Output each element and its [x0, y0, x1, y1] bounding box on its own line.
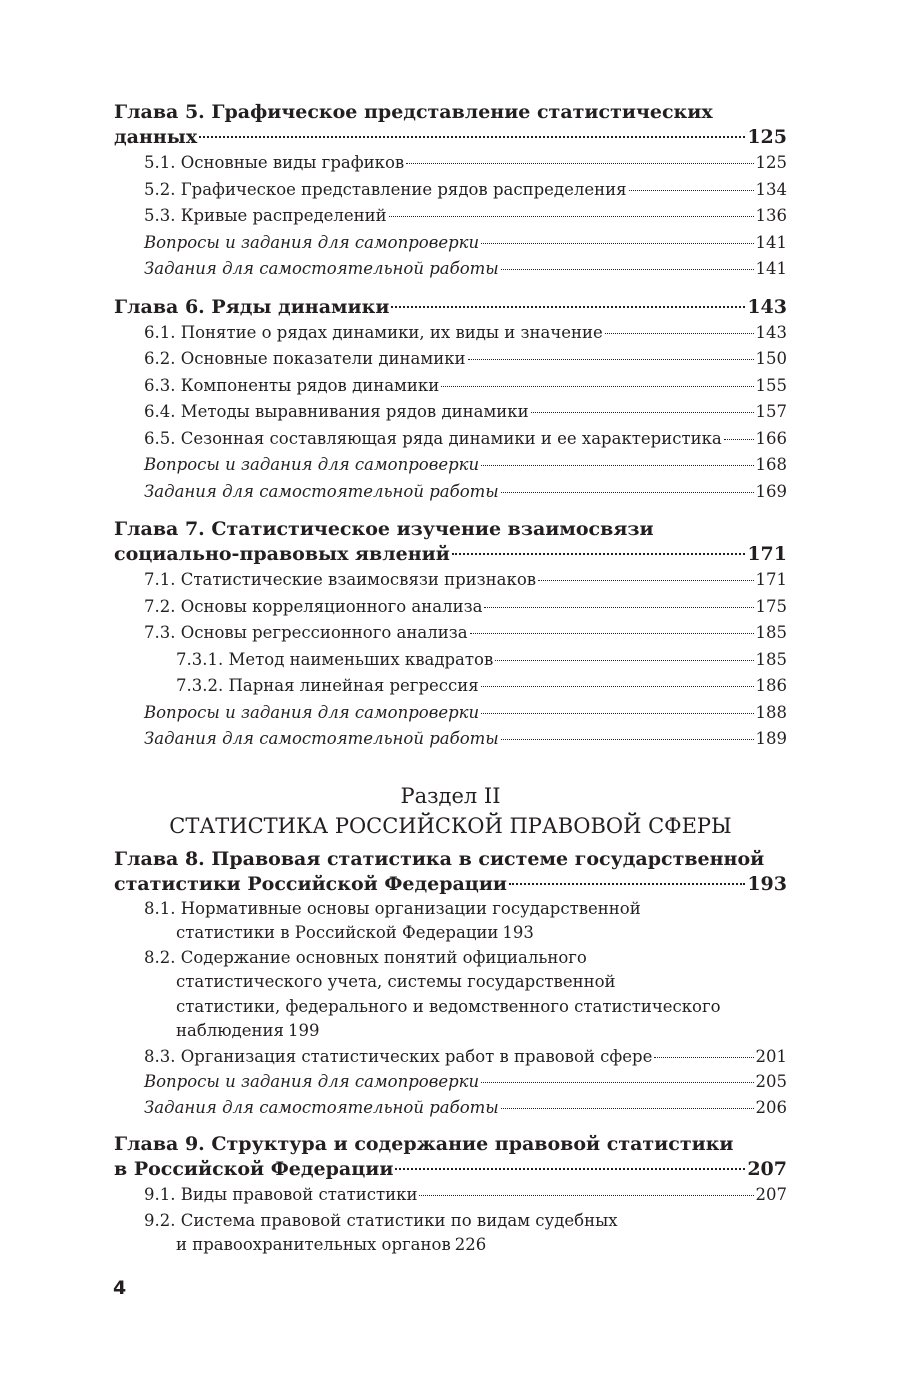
- toc-entry: [114, 230, 787, 257]
- leader-dots: [501, 492, 754, 493]
- entry-title: 6.1. Понятие о рядах динамики, их виды и значение: [144, 322, 603, 342]
- entry-page-number: 186: [755, 676, 787, 695]
- chapter-title-line: Глава 5. Графическое представление статистических: [114, 101, 713, 123]
- leader-dots: [481, 465, 753, 466]
- entry-page-number: 188: [755, 702, 787, 722]
- entry-title: 5.2. Графическое представление рядов распределения: [144, 179, 627, 199]
- toc-entry: [114, 177, 787, 204]
- leader-dots: [441, 386, 753, 387]
- leader-dots: [481, 686, 754, 687]
- entry-title: Задания для самостоятельной работы: [144, 259, 499, 278]
- toc-subentry: [114, 647, 787, 674]
- chapter-title-text: данных: [114, 126, 198, 148]
- section-heading: [114, 781, 787, 841]
- entry-title: 7.3. Основы регрессионного анализа: [144, 623, 468, 642]
- leader-dots: [538, 580, 753, 581]
- entry-page-number: 193: [502, 923, 534, 942]
- entry-title-line: 8.1. Нормативные основы организации государственной: [144, 898, 641, 918]
- entry-page-number: 150: [755, 349, 787, 368]
- leader-dots: [481, 713, 753, 714]
- entry-title: Вопросы и задания для самопроверки: [144, 455, 480, 474]
- entry-title: 5.1. Основные виды графиков: [144, 153, 405, 172]
- entry-title: статистики в Российской Федерации: [176, 923, 499, 942]
- entry-title: 9.1. Виды правовой статистики: [144, 1185, 418, 1204]
- entry-title-line: статистического учета, системы государственной: [176, 972, 616, 991]
- chapter-page-number: 125: [747, 126, 787, 148]
- entry-last-row: [144, 921, 787, 946]
- toc-entry: [114, 700, 787, 727]
- entry-title: 7.3.1. Метод наименьших квадратов: [176, 649, 494, 669]
- entry-title: 6.4. Методы выравнивания рядов динамики: [144, 402, 529, 421]
- toc-entry: [114, 452, 787, 479]
- entry-title: и правоохранительных органов: [176, 1235, 451, 1254]
- leader-dots: [391, 306, 745, 308]
- toc-entry: [114, 426, 787, 453]
- entry-page-number: 168: [755, 455, 787, 474]
- entry-page-number: 166: [755, 428, 787, 448]
- entry-page-number: 155: [755, 375, 787, 395]
- toc-entry: [114, 256, 787, 283]
- entry-page-number: 185: [755, 623, 787, 642]
- chapter-title-row: [114, 295, 787, 320]
- entry-title: Задания для самостоятельной работы: [144, 1097, 499, 1117]
- leader-dots: [406, 163, 753, 164]
- entry-last-row: [144, 1233, 787, 1258]
- entry-page-number: 125: [755, 153, 787, 172]
- entry-page-number: 201: [755, 1046, 787, 1066]
- toc-entry: [114, 150, 787, 177]
- chapter-page-number: 207: [747, 1158, 787, 1180]
- chapter-5-heading: [114, 100, 787, 150]
- entry-title: Задания для самостоятельной работы: [144, 729, 499, 748]
- leader-dots: [501, 739, 754, 740]
- entry-title: 7.1. Статистические взаимосвязи признаков: [144, 570, 537, 589]
- leader-dots: [199, 136, 745, 138]
- leader-dots: [495, 660, 753, 661]
- toc-entry: [114, 346, 787, 373]
- leader-dots: [389, 216, 754, 217]
- leader-dots: [724, 439, 754, 440]
- entry-title: Задания для самостоятельной работы: [144, 481, 499, 501]
- page-number: 4: [113, 1277, 127, 1299]
- leader-dots: [419, 1195, 753, 1196]
- entry-page-number: 189: [755, 729, 787, 748]
- leader-dots: [452, 553, 746, 555]
- entry-page-number: 134: [755, 179, 787, 199]
- entry-title: 6.2. Основные показатели динамики: [144, 349, 466, 368]
- chapter-page-number: 171: [747, 543, 787, 565]
- chapter-title-line: Глава 9. Структура и содержание правовой статистики: [114, 1133, 734, 1155]
- chapter-title-text: в Российской Федерации: [114, 1158, 394, 1180]
- chapter-title-text: Глава 6. Ряды динамики: [114, 295, 390, 318]
- entry-title: 8.3. Организация статистических работ в правовой сфере: [144, 1046, 653, 1066]
- entry-page-number: 175: [755, 596, 787, 616]
- leader-dots: [468, 359, 754, 360]
- toc-subentry: [114, 673, 787, 700]
- toc-entry: [114, 399, 787, 426]
- leader-dots: [481, 1082, 753, 1083]
- toc-entry: [114, 1044, 787, 1070]
- chapter-title-row: [114, 542, 787, 567]
- leader-dots: [629, 190, 754, 191]
- toc-entry: [114, 594, 787, 621]
- chapter-7-heading: [114, 517, 787, 567]
- entry-title-line: статистики, федерального и ведомственного статистического: [176, 996, 721, 1016]
- toc-entry: [114, 1069, 787, 1095]
- entry-title: 5.3. Кривые распределений: [144, 206, 387, 225]
- entry-title: Вопросы и задания для самопроверки: [144, 232, 480, 252]
- entry-title: Вопросы и задания для самопроверки: [144, 702, 480, 722]
- toc-entry: [114, 320, 787, 347]
- entry-page-number: 136: [755, 206, 787, 225]
- entry-page-number: 157: [755, 402, 787, 421]
- entry-title: Вопросы и задания для самопроверки: [144, 1072, 480, 1091]
- toc-entry: [114, 946, 787, 1044]
- entry-title: 7.3.2. Парная линейная регрессия: [176, 676, 479, 695]
- entry-title: наблюдения: [176, 1021, 284, 1040]
- toc-entry: [114, 479, 787, 506]
- entry-page-number: 141: [755, 259, 787, 278]
- entry-page-number: 207: [755, 1185, 787, 1204]
- toc-entry: [114, 620, 787, 647]
- leader-dots: [501, 1108, 754, 1109]
- leader-dots: [605, 333, 754, 334]
- entry-page-number: 199: [287, 1021, 320, 1040]
- entry-title-line: 8.2. Содержание основных понятий официального: [144, 947, 587, 967]
- entry-page-number: 141: [755, 232, 787, 252]
- toc-entry: [114, 726, 787, 753]
- leader-dots: [654, 1057, 753, 1058]
- toc-entry: [114, 1095, 787, 1121]
- section-title: СТАТИСТИКА РОССИЙСКОЙ ПРАВОВОЙ СФЕРЫ: [169, 813, 732, 838]
- leader-dots: [484, 607, 753, 608]
- toc-entry: [114, 1182, 787, 1209]
- chapter-8-heading: [114, 847, 787, 897]
- chapter-title-line: Глава 7. Статистическое изучение взаимосвязи: [114, 518, 654, 540]
- table-of-contents: [114, 100, 787, 1258]
- chapter-page-number: 193: [747, 872, 787, 895]
- toc-entry: [114, 1209, 787, 1258]
- entry-title: 7.2. Основы корреляционного анализа: [144, 596, 483, 616]
- entry-title-line: 9.2. Система правовой статистики по видам судебных: [144, 1210, 618, 1230]
- entry-page-number: 205: [755, 1072, 787, 1091]
- toc-entry: [114, 567, 787, 594]
- toc-entry: [114, 373, 787, 400]
- leader-dots: [470, 633, 754, 634]
- chapter-title-row: [114, 1157, 787, 1182]
- chapter-title-row: [114, 125, 787, 150]
- chapter-9-heading: [114, 1132, 787, 1182]
- chapter-page-number: 143: [747, 295, 787, 318]
- entry-last-row: [144, 1019, 787, 1044]
- entry-page-number: 171: [755, 570, 787, 589]
- section-label: Раздел II: [400, 783, 501, 808]
- chapter-title-line: Глава 8. Правовая статистика в системе государственной: [114, 847, 765, 870]
- chapter-6-heading: [114, 295, 787, 320]
- chapter-title-text: социально-правовых явлений: [114, 543, 450, 565]
- entry-page-number: 185: [755, 649, 787, 669]
- leader-dots: [509, 883, 745, 885]
- entry-page-number: 226: [454, 1235, 487, 1254]
- chapter-title-row: [114, 872, 787, 897]
- toc-entry: [114, 897, 787, 946]
- entry-page-number: 206: [755, 1097, 787, 1117]
- leader-dots: [395, 1168, 745, 1170]
- toc-entry: [114, 203, 787, 230]
- chapter-title-text: статистики Российской Федерации: [114, 872, 508, 895]
- entry-title: 6.5. Сезонная составляющая ряда динамики и ее характеристика: [144, 428, 722, 448]
- leader-dots: [501, 269, 754, 270]
- entry-page-number: 143: [755, 322, 787, 342]
- entry-page-number: 169: [755, 481, 787, 501]
- leader-dots: [531, 412, 754, 413]
- entry-title: 6.3. Компоненты рядов динамики: [144, 375, 440, 395]
- leader-dots: [481, 243, 753, 244]
